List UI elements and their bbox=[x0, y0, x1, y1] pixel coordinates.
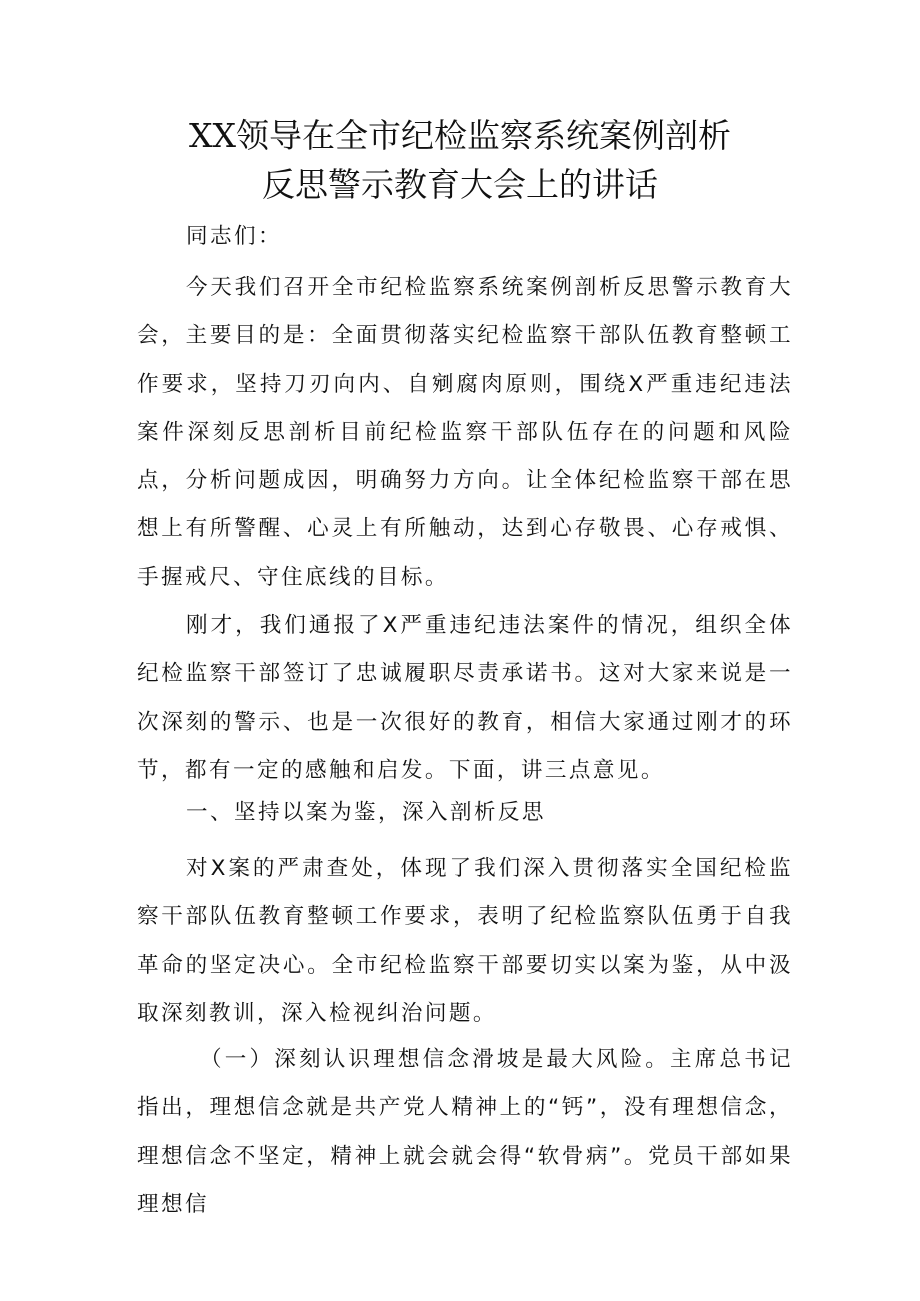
document-title-line-2: 反思警示教育大会上的讲话 bbox=[262, 165, 658, 204]
section-heading-1: 一、坚持以案为鉴，深入剖析反思 bbox=[186, 800, 546, 825]
salutation: 同志们： bbox=[186, 224, 282, 249]
document-title-line-1: XX领导在全市纪检监察系统案例剖析 bbox=[189, 116, 731, 155]
paragraph-opening: 今天我们召开全市纪检监察系统案例剖析反思警示教育大会，主要目的是：全面贯彻落实纪检监察干部队伍教育整顿工作要求，坚持刀刃向内、自剜腐肉原则，围绕X严重违纪违法案件深刻反思剖析目前纪检监察干部队伍存在的问题和风险点，分析问题成因，明确努力方向。让全体纪检监察干部在思想上有所警醒、心灵上有所触动，达到心存敬畏、心存戒惧、手握戒尺、守住底线的目标。 bbox=[137, 275, 793, 590]
paragraph-subsection-1: （一）深刻认识理想信念滑坡是最大风险。主席总书记指出，理想信念就是共产党人精神上的“钙”，没有理想信念，理想信念不坚定，精神上就会就会得“软骨病”。党员干部如果理想信 bbox=[137, 1047, 793, 1217]
paragraph-report: 刚才，我们通报了X严重违纪违法案件的情况，组织全体纪检监察干部签订了忠诚履职尽责承诺书。这对大家来说是一次深刻的警示、也是一次很好的教育，相信大家通过刚才的环节，都有一定的感触和启发。下面，讲三点意见。 bbox=[137, 613, 793, 783]
paragraph-section-1: 对X案的严肃查处，体现了我们深入贯彻落实全国纪检监察干部队伍教育整顿工作要求，表明了纪检监察队伍勇于自我革命的坚定决心。全市纪检监察干部要切实以案为鉴，从中汲取深刻教训，深入检视纠治问题。 bbox=[137, 856, 793, 1026]
